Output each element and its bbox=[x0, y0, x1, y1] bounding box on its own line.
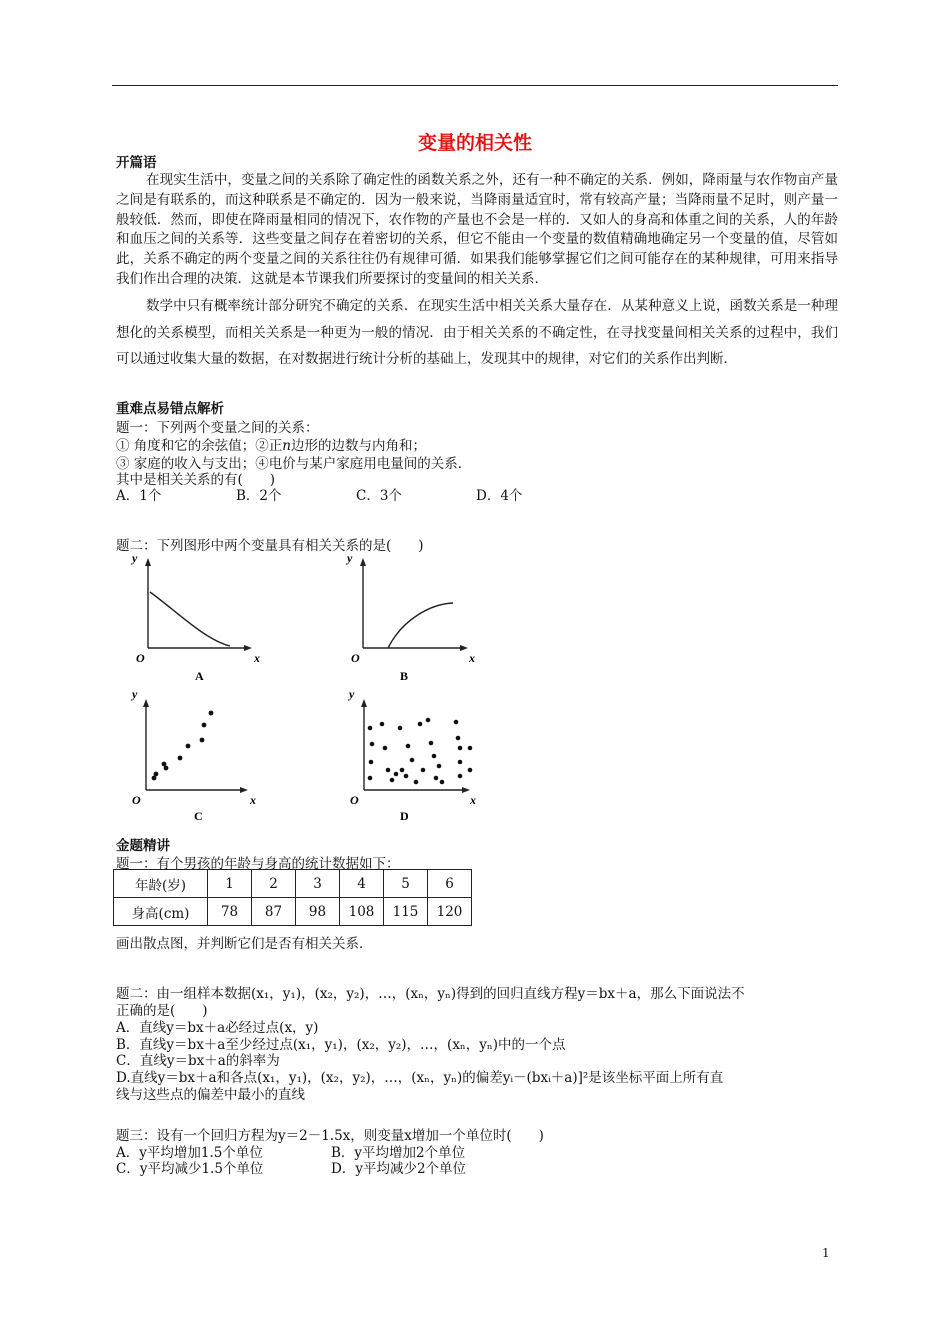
q2-graphs bbox=[120, 548, 500, 833]
graph-d bbox=[347, 687, 476, 823]
graph-d-point bbox=[468, 768, 473, 773]
p3-option-a: A．y平均增加1.5个单位 bbox=[116, 1145, 263, 1161]
graph-d-point bbox=[429, 741, 434, 746]
p2-option-c: C．直线y＝bx＋a的斜率为 bbox=[116, 1053, 280, 1069]
graph-d-point bbox=[458, 774, 463, 779]
table-cell: 身高(cm) bbox=[114, 898, 208, 926]
graph-d-point bbox=[368, 776, 373, 781]
graph-b-origin: O bbox=[351, 651, 360, 665]
table-cell: 1 bbox=[208, 870, 252, 898]
q1-line2: ③ 家庭的收入与支出；④电价与某户家庭用电量间的关系． bbox=[116, 456, 472, 472]
graph-d-label: D bbox=[400, 809, 409, 823]
graph-d-point bbox=[394, 772, 399, 777]
p3-option-b: B．y平均增加2个单位 bbox=[331, 1145, 466, 1161]
graph-b bbox=[345, 551, 475, 683]
graph-c-x-label: x bbox=[250, 793, 256, 807]
q1-line1-head: ① 角度和它的余弦值；②正 bbox=[116, 438, 283, 454]
graph-d-point bbox=[383, 746, 388, 751]
graph-a-label: A bbox=[195, 669, 204, 683]
q1-line1-tail: 边形的边数与内角和； bbox=[291, 438, 426, 454]
graph-d-x-label: x bbox=[470, 793, 476, 807]
graph-d-point bbox=[432, 754, 437, 759]
table-cell: 5 bbox=[384, 870, 428, 898]
intro-paragraph-2: 数学中只有概率统计部分研究不确定的关系．在现实生活中相关关系大量存在．从某种意义上说，函数关系是一种理想化的关系模型，而相关关系是一种更为一般的情况．由于相关关系的不确定性，在寻找变量间相关关系的过程中，我们可以通过收集大量的数据，在对数据进行统计分析的基础上，发现其中的规律，对它们的关系作出判断． bbox=[116, 298, 838, 367]
q2-stem: 题二：下列图形中两个变量具有相关关系的是( ) bbox=[116, 538, 424, 554]
intro-heading: 开篇语 bbox=[116, 155, 157, 171]
graph-b-y-arrow bbox=[360, 558, 366, 566]
q1-option-b: B．2个 bbox=[236, 488, 282, 504]
graph-c-point bbox=[154, 772, 159, 777]
q1-option-d: D．4个 bbox=[476, 488, 523, 504]
graph-b-x-label: x bbox=[469, 651, 475, 665]
graph-a-origin: O bbox=[136, 651, 145, 665]
analysis-heading: 重难点易错点解析 bbox=[116, 401, 224, 417]
p3-option-c: C．y平均减少1.5个单位 bbox=[116, 1161, 264, 1177]
graph-d-point bbox=[400, 768, 405, 773]
age-height-table bbox=[113, 869, 472, 926]
graph-b-y-label: y bbox=[347, 551, 353, 565]
graph-d-point bbox=[370, 742, 375, 747]
p1-stem: 题一：有个男孩的年龄与身高的统计数据如下： bbox=[116, 856, 400, 872]
graph-d-point bbox=[406, 744, 411, 749]
graph-d-point bbox=[410, 758, 415, 763]
q1-line1-n: n bbox=[282, 438, 291, 454]
p2-option-a: A．直线y＝bx＋a必经过点(x，y) bbox=[116, 1020, 319, 1036]
q1-line1 bbox=[116, 434, 426, 454]
graph-d-point bbox=[458, 746, 463, 751]
graph-d-points bbox=[368, 718, 473, 785]
graph-d-point bbox=[421, 768, 426, 773]
graph-d-point bbox=[368, 726, 373, 731]
graph-c-y-label: y bbox=[132, 687, 138, 701]
graph-c-point bbox=[209, 711, 214, 716]
graph-d-point bbox=[454, 720, 459, 725]
graph-d-y-label: y bbox=[349, 687, 355, 701]
graph-c-point bbox=[186, 744, 191, 749]
p2-option-d-line1: D.直线y＝bx＋a和各点(x₁，y₁)，(x₂，y₂)，…，(xₙ，yₙ)的偏差yᵢ－(bxᵢ＋a)]²是该坐标平面上所有直 bbox=[116, 1070, 724, 1086]
page-title: 变量的相关性 bbox=[417, 132, 532, 154]
graph-d-point bbox=[390, 778, 395, 783]
graph-c bbox=[130, 687, 256, 823]
table-cell: 3 bbox=[296, 870, 340, 898]
graph-a bbox=[130, 551, 260, 683]
p2-line1: 题二：由一组样本数据(x₁，y₁)，(x₂，y₂)，…，(xₙ，yₙ)得到的回归直线方程y＝bx＋a，那么下面说法不 bbox=[116, 986, 745, 1002]
graph-c-y-arrow bbox=[143, 699, 149, 707]
table-cell: 87 bbox=[252, 898, 296, 926]
p3-options-row2 bbox=[116, 1157, 467, 1177]
table-row bbox=[114, 898, 472, 926]
table-cell: 108 bbox=[340, 898, 384, 926]
graph-d-origin: O bbox=[350, 793, 359, 807]
graph-c-origin: O bbox=[132, 793, 141, 807]
table-cell: 2 bbox=[252, 870, 296, 898]
table-cell: 120 bbox=[428, 898, 472, 926]
q1-option-a: A．1个 bbox=[116, 488, 162, 504]
table-row bbox=[114, 870, 472, 898]
practice-heading: 金题精讲 bbox=[116, 838, 170, 854]
graph-a-y-label: y bbox=[132, 551, 138, 565]
graph-b-curve bbox=[388, 603, 453, 648]
q1-option-c: C．3个 bbox=[356, 488, 402, 504]
intro-paragraph-1: 在现实生活中，变量之间的关系除了确定性的函数关系之外，还有一种不确定的关系．例如，降雨量与农作物亩产量之间是有联系的，而这种联系是不确定的．因为一般来说，当降雨量适宜时，常有较高产量；当降雨量不足时，则产量一般较低．然而，即使在降雨量相同的情况下，农作物的产量也不会是一样的．又如人的身高和体重之间的关系，人的年龄和血压之间的关系等．这些变量之间存在着密切的关系，但它不能由一个变量的数值精确地确定另一个变量的值，尽管如此，关系不确定的两个变量之间的关系往往仍有规律可循．如果我们能够掌握它们之间可能存在的某种规律，可用来指导我们作出合理的决策．这就是本节课我们所要探讨的变量间的相关关系． bbox=[116, 172, 838, 287]
graph-c-x-arrow bbox=[240, 787, 248, 793]
graph-d-point bbox=[369, 760, 374, 765]
graph-c-point bbox=[164, 766, 169, 771]
graph-d-point bbox=[434, 776, 439, 781]
p3-option-d: D．y平均减少2个单位 bbox=[331, 1161, 467, 1177]
graph-c-point bbox=[202, 723, 207, 728]
graph-d-x-arrow bbox=[462, 787, 470, 793]
p2-option-b: B．直线y＝bx＋a至少经过点(x₁，y₁)，(x₂，y₂)，…，(xₙ，yₙ)中的一个点 bbox=[116, 1037, 566, 1053]
table-cell: 78 bbox=[208, 898, 252, 926]
graph-b-x-arrow bbox=[460, 645, 468, 651]
graph-a-y-arrow bbox=[145, 558, 151, 566]
p2-option-d-line2: 线与这些点的偏差中最小的直线 bbox=[116, 1087, 305, 1103]
graph-c-point bbox=[200, 738, 205, 743]
table-cell: 4 bbox=[340, 870, 384, 898]
graph-d-point bbox=[468, 746, 473, 751]
graph-c-point bbox=[178, 756, 183, 761]
graph-d-point bbox=[404, 774, 409, 779]
graph-d-point bbox=[418, 722, 423, 727]
graph-c-label: C bbox=[194, 809, 203, 823]
graph-d-point bbox=[440, 780, 445, 785]
q1-stem: 题一：下列两个变量之间的关系： bbox=[116, 420, 319, 436]
table-cell: 115 bbox=[384, 898, 428, 926]
graph-d-point bbox=[386, 768, 391, 773]
p2-line2: 正确的是( ) bbox=[116, 1003, 208, 1019]
graph-d-point bbox=[456, 736, 461, 741]
graph-d-point bbox=[458, 760, 463, 765]
graph-d-point bbox=[398, 726, 403, 731]
q1-line3: 其中是相关关系的有( ) bbox=[116, 472, 276, 488]
header-rule bbox=[112, 85, 838, 86]
graph-b-label: B bbox=[400, 669, 409, 683]
graph-d-y-arrow bbox=[361, 699, 367, 707]
table-cell: 6 bbox=[428, 870, 472, 898]
table-cell: 年龄(岁) bbox=[114, 870, 208, 898]
q1-options bbox=[116, 484, 596, 504]
graph-d-point bbox=[414, 780, 419, 785]
graph-d-point bbox=[426, 718, 431, 723]
graph-a-curve bbox=[150, 592, 230, 646]
table-cell: 98 bbox=[296, 898, 340, 926]
p1-after: 画出散点图，并判断它们是否有相关关系． bbox=[116, 936, 373, 952]
p3-stem: 题三：设有一个回归方程为y＝2－1.5x，则变量x增加一个单位时( ) bbox=[116, 1128, 544, 1144]
graph-d-point bbox=[437, 764, 442, 769]
graph-a-x-arrow bbox=[244, 645, 252, 651]
graph-d-point bbox=[380, 722, 385, 727]
graph-a-x-label: x bbox=[254, 651, 260, 665]
page-number: 1 bbox=[822, 1246, 830, 1260]
